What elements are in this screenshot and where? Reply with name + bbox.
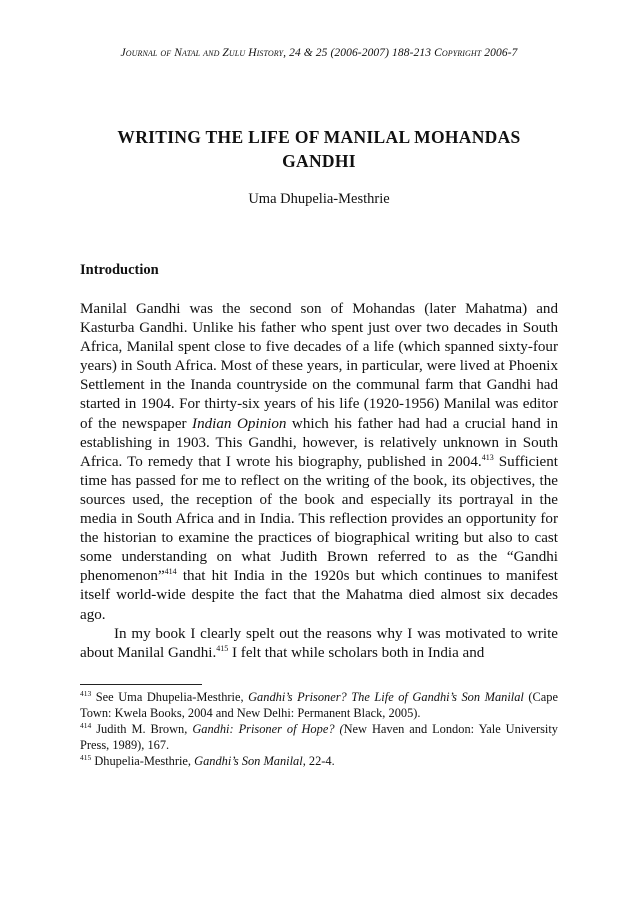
body-paragraph-1: [80, 300, 558, 625]
article-body: [80, 300, 558, 663]
footnote-number: 415: [80, 752, 92, 762]
copyright-years: 2006-7: [484, 47, 518, 59]
footnote-text: See Uma Dhupelia-Mesthrie,: [91, 690, 249, 704]
footnote-413: [80, 690, 558, 722]
footnote-text: New Haven and London: Yale University Press, 1989), 167.: [80, 721, 558, 752]
footnote-book-title: Gandhi’s Son Manilal: [194, 753, 303, 768]
newspaper-title: Indian Opinion: [192, 415, 287, 432]
footnote-divider: [80, 684, 202, 685]
article-author: Uma Dhupelia-Mesthrie: [248, 191, 390, 207]
body-paragraph-2: [80, 625, 558, 663]
paragraph-text: Sufficient time has passed for me to reflect on the writing of the book, its objectives, the sources used, the reception of the book and especially its portrayal in the media in South Africa and in India. This reflection provides an opportunity for the historian to examine the practices of biographical writing but also to cast some understanding on what Judith Brown referred to as the “Gandhi phenomenon”: [80, 453, 558, 585]
footnote-text: Judith M. Brown,: [91, 721, 193, 736]
footnote-text: , 22-4.: [302, 753, 335, 768]
footnotes: [80, 690, 558, 770]
running-head: [0, 47, 638, 59]
footnote-number: 414: [80, 720, 92, 730]
copyright-label: Copyright: [434, 47, 482, 59]
footnote-book-title: Gandhi: Prisoner of Hope? (: [192, 721, 344, 736]
paragraph-text: Manilal Gandhi was the second son of Mohandas (later Mahatma) and Kasturba Gandhi. Unlike his father who spent just over two decades in South Africa, Manilal spent close to five decades of a life (which spanned sixty-four years) in South Africa. Most of these years, in particular, were lived at Phoenix Settlement in the Inanda countryside on the communal farm that Gandhi had started in 1904. For thirty-six years of his life (1920-1956) Manilal was editor of the newspaper: [80, 301, 558, 432]
journal-volume-pages: , 24 & 25 (2006-2007) 188-213: [283, 47, 432, 59]
footnote-415: [80, 754, 558, 770]
footnote-number: 413: [80, 689, 92, 698]
journal-name: Journal of Natal and Zulu History: [120, 47, 284, 59]
footnote-ref-414[interactable]: 414: [164, 567, 177, 577]
article-title: WRITING THE LIFE OF MANILAL MOHANDAS GANDHI: [117, 127, 521, 171]
paragraph-text: which his father had had a crucial hand in establishing in 1903. This Gandhi, however, is relatively unknown in South Africa. To remedy that I wrote his biography, published in 2004.: [80, 415, 559, 470]
paragraph-text: that hit India in the 1920s but which continues to manifest itself world-wide despite the fact that the Mahatma died almost six decades ago.: [80, 568, 558, 623]
paragraph-text: In my book I clearly spelt out the reasons why I was motivated to write about Manilal Gandhi.: [80, 625, 558, 661]
footnote-ref-415[interactable]: 415: [216, 643, 229, 653]
footnote-text: (Cape Town: Kwela Books, 2004 and New Delhi: Permanent Black, 2005).: [80, 690, 558, 720]
footnote-414: [80, 722, 558, 754]
footnote-text: Dhupelia-Mesthrie,: [91, 753, 195, 768]
footnote-ref-413[interactable]: 413: [481, 452, 494, 462]
paragraph-text: I felt that while scholars both in India and: [228, 644, 485, 661]
section-heading: Introduction: [80, 262, 159, 278]
footnote-book-title: Gandhi’s Prisoner? The Life of Gandhi’s Son Manilal: [248, 690, 524, 704]
